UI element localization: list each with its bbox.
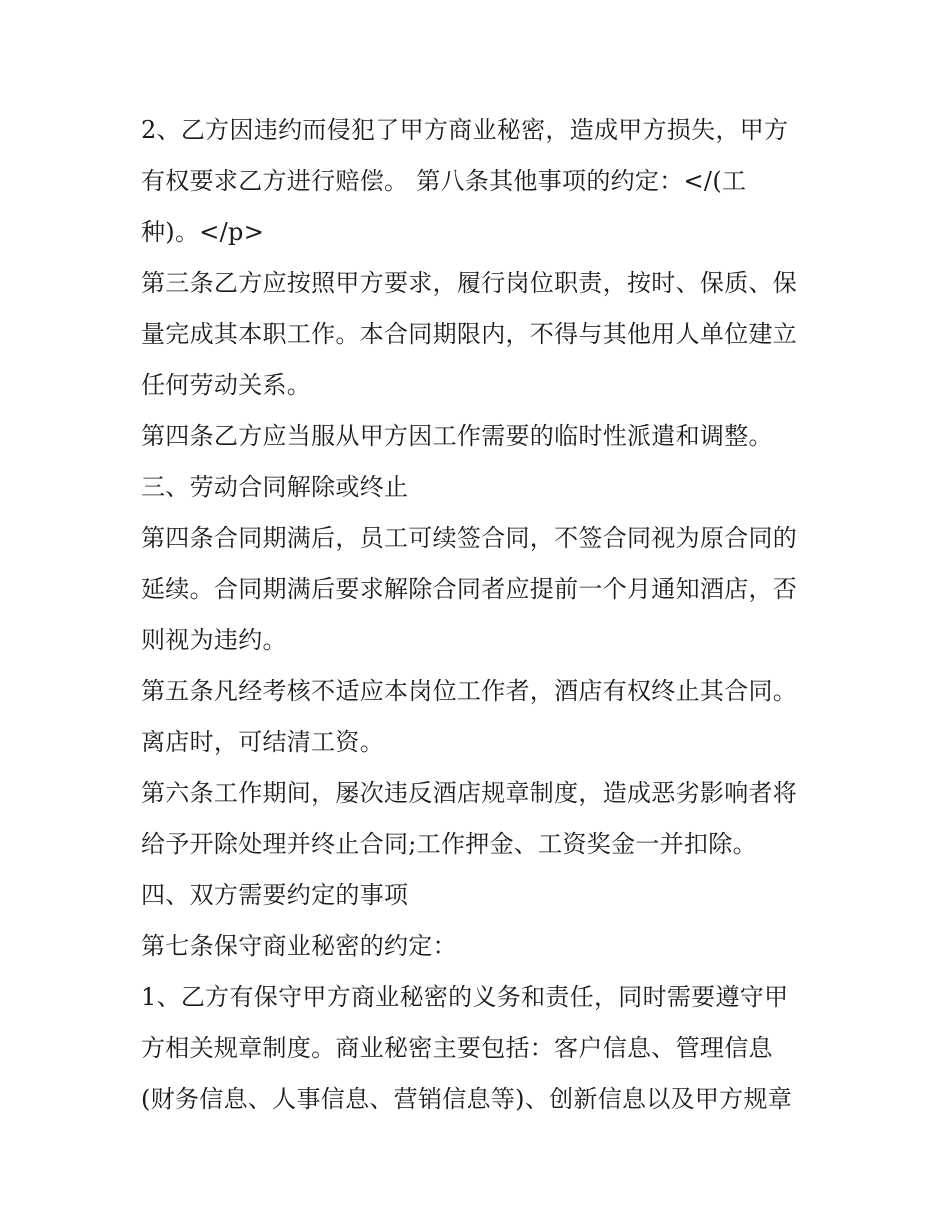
text-line: 第三条乙方应按照甲方要求，履行岗位职责，按时、保质、保: [141, 269, 798, 297]
text-line: 第五条凡经考核不适应本岗位工作者，酒店有权终止其合同。: [141, 677, 798, 705]
text-line: 给予开除处理并终止合同;工作押金、工资奖金一并扣除。: [141, 830, 757, 858]
document-body: [141, 105, 821, 1125]
text-line: 种)。</p>: [141, 218, 265, 246]
section-heading: 四、双方需要约定的事项: [141, 881, 409, 909]
text-line: 则视为违约。: [141, 626, 287, 654]
text-line: 任何劳动关系。: [141, 371, 312, 399]
text-line: 量完成其本职工作。本合同期限内，不得与其他用人单位建立: [141, 320, 798, 348]
text-line: 离店时，可结清工资。: [141, 728, 384, 756]
text-line: 第四条乙方应当服从甲方因工作需要的临时性派遣和调整。: [141, 422, 773, 450]
section-heading: 三、劳动合同解除或终止: [141, 473, 409, 501]
text-line: 第六条工作期间，屡次违反酒店规章制度，造成恶劣影响者将: [141, 779, 798, 807]
text-line: (财务信息、人事信息、营销信息等)、创新信息以及甲方规章: [141, 1085, 793, 1113]
text-line: 有权要求乙方进行赔偿。 第八条其他事项的约定：</(工: [141, 167, 747, 195]
text-line: 2、乙方因违约而侵犯了甲方商业秘密，造成甲方损失，甲方: [141, 116, 789, 144]
text-line: 第四条合同期满后，员工可续签合同，不签合同视为原合同的: [141, 524, 798, 552]
text-line: 方相关规章制度。商业秘密主要包括：客户信息、管理信息: [141, 1034, 773, 1062]
text-line: 延续。合同期满后要求解除合同者应提前一个月通知酒店，否: [141, 575, 798, 603]
text-line: 第七条保守商业秘密的约定：: [141, 932, 457, 960]
text-line: 1、乙方有保守甲方商业秘密的义务和责任，同时需要遵守甲: [141, 983, 789, 1011]
